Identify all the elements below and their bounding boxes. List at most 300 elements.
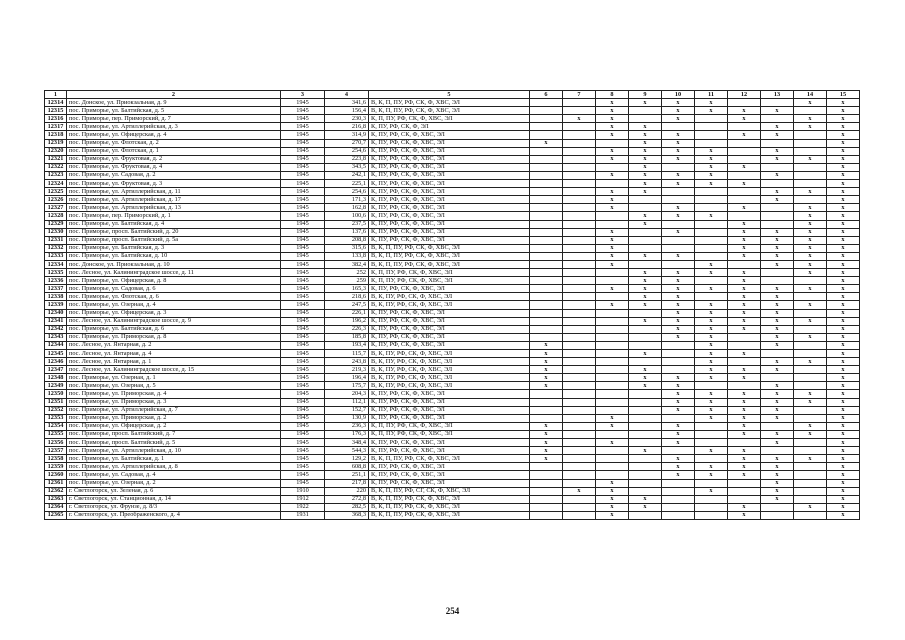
row-mark-col-15: x: [827, 374, 860, 382]
row-mark-col-9: x: [629, 447, 662, 455]
row-mark-col-6: [530, 503, 563, 511]
row-mark-col-13: x: [761, 260, 794, 268]
row-year: 1945: [281, 131, 325, 139]
row-mark-col-9: x: [629, 366, 662, 374]
row-mark-col-12: [728, 139, 761, 147]
row-mark-col-11: x: [695, 285, 728, 293]
row-mark-col-9: [629, 260, 662, 268]
row-mark-col-7: [563, 147, 596, 155]
row-mark-col-6: [530, 196, 563, 204]
row-systems: В, К, П, ПУ, РФ, СК, Ф, ХВС, ЭЛ: [369, 244, 530, 252]
row-address: пос. Приморье, ул. Офицерская, д. 8: [67, 277, 281, 285]
row-systems: К, ПУ, РФ, СК, Ф, ХВС, ЭЛ: [369, 447, 530, 455]
row-mark-col-10: x: [662, 285, 695, 293]
row-mark-col-7: [563, 430, 596, 438]
row-mark-col-6: [530, 309, 563, 317]
row-year: 1945: [281, 163, 325, 171]
row-mark-col-8: x: [596, 414, 629, 422]
row-mark-col-8: [596, 325, 629, 333]
row-mark-col-6: x: [530, 422, 563, 430]
row-mark-col-15: x: [827, 447, 860, 455]
row-area: 196,4: [325, 374, 369, 382]
row-address: г. Светлогорск, ул. Зеленая, д. 6: [67, 487, 281, 495]
row-mark-col-13: [761, 422, 794, 430]
row-mark-col-11: x: [695, 163, 728, 171]
row-mark-col-13: [761, 115, 794, 123]
row-systems: В, К, ПУ, РФ, СК, Ф, ХВС, ЭЛ: [369, 301, 530, 309]
row-area: 171,3: [325, 196, 369, 204]
row-mark-col-15: x: [827, 212, 860, 220]
row-mark-col-10: x: [662, 147, 695, 155]
row-mark-col-11: x: [695, 374, 728, 382]
row-year: 1945: [281, 171, 325, 179]
row-mark-col-8: x: [596, 260, 629, 268]
row-systems: В, К, П, ПУ, РФ, СК, Ф, ХВС, ЭЛ: [369, 503, 530, 511]
row-mark-col-10: [662, 479, 695, 487]
row-id: 12365: [45, 511, 67, 519]
row-systems: К, ПУ, РФ, СК, Ф, ХВС, ЭЛ: [369, 212, 530, 220]
row-mark-col-11: x: [695, 180, 728, 188]
row-address: пос. Приморье, ул. Артиллерийская, д. 17: [67, 196, 281, 204]
table-row: [45, 325, 860, 333]
row-id: 12316: [45, 115, 67, 123]
row-year: 1912: [281, 495, 325, 503]
row-mark-col-7: [563, 155, 596, 163]
row-systems: В, К, П, ПУ, РФ, СГ, СК, Ф, ХВС, ЭЛ: [369, 487, 530, 495]
col-header: 4: [325, 91, 369, 99]
row-mark-col-12: x: [728, 463, 761, 471]
row-mark-col-8: x: [596, 301, 629, 309]
row-address: пос. Приморье, ул. Озерная, д. 4: [67, 301, 281, 309]
row-mark-col-11: x: [695, 341, 728, 349]
table-row: [45, 220, 860, 228]
row-mark-col-8: x: [596, 99, 629, 107]
row-address: пос. Приморье, ул. Озерная, д. 2: [67, 479, 281, 487]
row-mark-col-11: x: [695, 269, 728, 277]
row-id: 12346: [45, 358, 67, 366]
row-mark-col-9: x: [629, 131, 662, 139]
row-id: 12359: [45, 463, 67, 471]
row-mark-col-10: [662, 196, 695, 204]
table-row: [45, 406, 860, 414]
table-row: [45, 503, 860, 511]
row-mark-col-6: [530, 277, 563, 285]
row-mark-col-6: [530, 487, 563, 495]
row-mark-col-8: x: [596, 503, 629, 511]
table-row: [45, 495, 860, 503]
row-id: 12349: [45, 382, 67, 390]
row-address: пос. Донское, ул. Приокзальная, д. 9: [67, 99, 281, 107]
row-mark-col-7: [563, 107, 596, 115]
row-mark-col-6: [530, 479, 563, 487]
col-header: 15: [827, 91, 860, 99]
row-mark-col-12: x: [728, 406, 761, 414]
row-mark-col-6: [530, 188, 563, 196]
row-id: 12339: [45, 301, 67, 309]
row-mark-col-9: [629, 430, 662, 438]
row-mark-col-9: x: [629, 495, 662, 503]
row-mark-col-12: x: [728, 244, 761, 252]
housing-register-table: [44, 90, 860, 520]
row-mark-col-9: x: [629, 301, 662, 309]
row-systems: В, К, ПУ, РФ, СК, Ф, ХВС, ЭЛ: [369, 358, 530, 366]
row-mark-col-10: x: [662, 269, 695, 277]
row-systems: В, К, П, ПУ, РФ, СК, Ф, ХВС, ЭЛ: [369, 252, 530, 260]
row-id: 12363: [45, 495, 67, 503]
row-mark-col-7: [563, 447, 596, 455]
col-header: 7: [563, 91, 596, 99]
row-id: 12321: [45, 155, 67, 163]
row-mark-col-15: x: [827, 260, 860, 268]
row-address: пос. Приморье, пер. Приморский, д. 7: [67, 115, 281, 123]
row-area: 218,6: [325, 293, 369, 301]
row-mark-col-11: x: [695, 301, 728, 309]
table-row: [45, 139, 860, 147]
row-mark-col-11: x: [695, 171, 728, 179]
row-mark-col-6: [530, 180, 563, 188]
col-header: 13: [761, 91, 794, 99]
table-row: [45, 463, 860, 471]
row-systems: К, ПУ, РФ, СК, Ф, ХВС, ЭЛ: [369, 317, 530, 325]
row-address: пос. Приморье, ул. Артиллерийская, д. 11: [67, 188, 281, 196]
row-mark-col-15: x: [827, 487, 860, 495]
row-year: 1945: [281, 301, 325, 309]
row-mark-col-12: x: [728, 269, 761, 277]
table-row: [45, 188, 860, 196]
row-mark-col-7: [563, 341, 596, 349]
table-row: [45, 422, 860, 430]
row-area: 242,1: [325, 171, 369, 179]
row-mark-col-6: [530, 115, 563, 123]
row-mark-col-7: [563, 471, 596, 479]
row-address: пос. Приморье, ул. Балтийская, д. 4: [67, 220, 281, 228]
row-mark-col-6: x: [530, 358, 563, 366]
table-row: [45, 317, 860, 325]
row-mark-col-11: x: [695, 487, 728, 495]
row-systems: К, ПУ, РФ, СК, Ф, ХВС, ЭЛ: [369, 196, 530, 204]
row-mark-col-12: [728, 495, 761, 503]
row-address: пос. Приморье, ул. Артиллерийская, д. 10: [67, 447, 281, 455]
row-mark-col-15: x: [827, 99, 860, 107]
row-mark-col-9: [629, 422, 662, 430]
row-mark-col-9: [629, 333, 662, 341]
row-mark-col-13: x: [761, 414, 794, 422]
row-id: 12335: [45, 269, 67, 277]
table-row: [45, 228, 860, 236]
row-address: г. Светлогорск, ул. Станционная, д. 14: [67, 495, 281, 503]
row-address: пос. Приморье, ул. Балтийская, д. 1: [67, 455, 281, 463]
row-mark-col-15: x: [827, 252, 860, 260]
table-row: [45, 180, 860, 188]
row-mark-col-11: x: [695, 350, 728, 358]
row-mark-col-11: x: [695, 366, 728, 374]
row-systems: В, К, П, ПУ, РФ, СК, Ф, ХВС, ЭЛ: [369, 99, 530, 107]
row-area: 343,5: [325, 163, 369, 171]
row-year: 1945: [281, 317, 325, 325]
row-systems: К, ПУ, РФ, СК, Ф, ХВС, ЭЛ: [369, 139, 530, 147]
table-row: [45, 333, 860, 341]
row-mark-col-6: [530, 463, 563, 471]
row-year: 1945: [281, 374, 325, 382]
row-mark-col-13: x: [761, 293, 794, 301]
row-id: 12362: [45, 487, 67, 495]
row-mark-col-12: [728, 333, 761, 341]
row-id: 12333: [45, 252, 67, 260]
row-mark-col-11: [695, 455, 728, 463]
row-mark-col-15: x: [827, 495, 860, 503]
row-mark-col-11: [695, 511, 728, 519]
table-row: [45, 398, 860, 406]
row-mark-col-7: [563, 406, 596, 414]
table-row: [45, 131, 860, 139]
row-mark-col-15: x: [827, 115, 860, 123]
row-mark-col-6: x: [530, 350, 563, 358]
row-mark-col-15: x: [827, 439, 860, 447]
row-mark-col-10: [662, 503, 695, 511]
row-id: 12353: [45, 414, 67, 422]
row-year: 1945: [281, 439, 325, 447]
row-area: 130,9: [325, 414, 369, 422]
row-mark-col-9: x: [629, 220, 662, 228]
row-mark-col-10: x: [662, 325, 695, 333]
row-mark-col-11: x: [695, 398, 728, 406]
row-mark-col-11: [695, 115, 728, 123]
row-mark-col-10: x: [662, 180, 695, 188]
row-mark-col-11: [695, 139, 728, 147]
row-area: 176,3: [325, 430, 369, 438]
row-systems: К, ПУ, РФ, СК, Ф, ХВС, ЭЛ: [369, 390, 530, 398]
table-row: [45, 155, 860, 163]
row-mark-col-6: [530, 317, 563, 325]
row-year: 1945: [281, 341, 325, 349]
row-systems: К, ПУ, РФ, СК, Ф, ХВС, ЭЛ: [369, 341, 530, 349]
row-area: 217,8: [325, 479, 369, 487]
row-area: 226,3: [325, 325, 369, 333]
table-body: [45, 99, 860, 520]
row-mark-col-8: [596, 220, 629, 228]
row-mark-col-14: x: [794, 115, 827, 123]
row-systems: К, ПУ, РФ, СК, Ф, ХВС, ЭЛ: [369, 171, 530, 179]
row-mark-col-9: x: [629, 180, 662, 188]
row-mark-col-15: x: [827, 511, 860, 519]
row-mark-col-7: x: [563, 487, 596, 495]
row-mark-col-13: x: [761, 471, 794, 479]
row-mark-col-6: [530, 147, 563, 155]
row-mark-col-13: x: [761, 309, 794, 317]
row-mark-col-12: x: [728, 301, 761, 309]
row-address: пос. Приморье, ул. Артиллерийская, д. 7: [67, 406, 281, 414]
row-id: 12324: [45, 180, 67, 188]
row-mark-col-14: x: [794, 358, 827, 366]
row-mark-col-7: [563, 196, 596, 204]
row-mark-col-9: [629, 228, 662, 236]
row-mark-col-6: [530, 107, 563, 115]
row-mark-col-15: x: [827, 147, 860, 155]
row-address: пос. Приморье, просп. Балтийский, д. 7: [67, 430, 281, 438]
row-mark-col-7: [563, 350, 596, 358]
row-mark-col-7: [563, 180, 596, 188]
row-id: 12357: [45, 447, 67, 455]
row-area: 137,6: [325, 228, 369, 236]
row-area: 115,7: [325, 350, 369, 358]
row-id: 12345: [45, 350, 67, 358]
row-id: 12334: [45, 260, 67, 268]
row-address: пос. Приморье, ул. Фруктовая, д. 3: [67, 180, 281, 188]
row-address: г. Светлогорск, ул. Преображенского, д. 4: [67, 511, 281, 519]
row-mark-col-10: [662, 236, 695, 244]
row-mark-col-11: x: [695, 155, 728, 163]
row-mark-col-6: x: [530, 139, 563, 147]
row-mark-col-10: x: [662, 317, 695, 325]
row-area: 315,6: [325, 244, 369, 252]
row-mark-col-11: x: [695, 325, 728, 333]
row-mark-col-13: [761, 180, 794, 188]
row-year: 1945: [281, 309, 325, 317]
col-header: 11: [695, 91, 728, 99]
row-year: 1945: [281, 252, 325, 260]
row-systems: К, П, ПУ, РФ, СК, Ф, ХВС, ЭЛ: [369, 430, 530, 438]
row-systems: К, ПУ, РФ, СК, Ф, ХВС, ЭЛ: [369, 285, 530, 293]
row-mark-col-10: x: [662, 301, 695, 309]
row-year: 1945: [281, 455, 325, 463]
row-mark-col-12: x: [728, 204, 761, 212]
row-mark-col-15: x: [827, 155, 860, 163]
row-address: пос. Приморье, ул. Приморская, д. 3: [67, 398, 281, 406]
table-row: [45, 236, 860, 244]
row-systems: В, К, П, ПУ, РФ, СК, Ф, ХВС, ЭЛ: [369, 455, 530, 463]
row-id: 12354: [45, 422, 67, 430]
row-mark-col-7: [563, 309, 596, 317]
row-mark-col-15: x: [827, 196, 860, 204]
row-id: 12332: [45, 244, 67, 252]
table-row: [45, 163, 860, 171]
row-address: пос. Приморье, ул. Балтийская, д. 10: [67, 252, 281, 260]
row-mark-col-8: x: [596, 188, 629, 196]
row-mark-col-14: [794, 495, 827, 503]
row-area: 185,8: [325, 333, 369, 341]
row-mark-col-7: [563, 244, 596, 252]
row-mark-col-9: [629, 341, 662, 349]
row-mark-col-6: [530, 511, 563, 519]
row-mark-col-7: [563, 212, 596, 220]
row-mark-col-15: x: [827, 228, 860, 236]
row-area: 230,3: [325, 115, 369, 123]
row-mark-col-8: x: [596, 422, 629, 430]
row-year: 1945: [281, 390, 325, 398]
row-area: 608,8: [325, 463, 369, 471]
row-mark-col-12: [728, 196, 761, 204]
row-systems: К, ПУ, РФ, СК, Ф, ХВС, ЭЛ: [369, 479, 530, 487]
row-mark-col-11: x: [695, 447, 728, 455]
row-mark-col-14: [794, 196, 827, 204]
row-mark-col-11: [695, 422, 728, 430]
row-mark-col-8: x: [596, 244, 629, 252]
row-mark-col-14: [794, 277, 827, 285]
row-mark-col-11: [695, 123, 728, 131]
row-id: 12342: [45, 325, 67, 333]
row-mark-col-13: x: [761, 107, 794, 115]
table-row: [45, 260, 860, 268]
row-area: 223,8: [325, 155, 369, 163]
row-mark-col-10: [662, 123, 695, 131]
row-area: 204,3: [325, 390, 369, 398]
row-mark-col-10: x: [662, 252, 695, 260]
row-id: 12330: [45, 228, 67, 236]
row-mark-col-10: [662, 220, 695, 228]
row-mark-col-8: x: [596, 285, 629, 293]
row-mark-col-12: x: [728, 350, 761, 358]
row-mark-col-14: x: [794, 155, 827, 163]
row-mark-col-12: x: [728, 390, 761, 398]
row-systems: К, ПУ, РФ, СК, Ф, ХВС, ЭЛ: [369, 180, 530, 188]
row-mark-col-7: [563, 139, 596, 147]
row-mark-col-8: [596, 163, 629, 171]
row-mark-col-15: x: [827, 358, 860, 366]
row-mark-col-13: x: [761, 228, 794, 236]
row-address: пос. Лесное, ул. Калининградское шоссе, д. 15: [67, 366, 281, 374]
row-mark-col-9: [629, 309, 662, 317]
row-mark-col-9: [629, 115, 662, 123]
row-systems: К, ПУ, РФ, СК, Ф, ХВС, ЭЛ: [369, 188, 530, 196]
row-mark-col-6: [530, 406, 563, 414]
row-mark-col-7: [563, 252, 596, 260]
row-mark-col-14: [794, 479, 827, 487]
row-mark-col-9: x: [629, 277, 662, 285]
row-mark-col-15: x: [827, 236, 860, 244]
row-mark-col-13: [761, 204, 794, 212]
row-mark-col-12: [728, 382, 761, 390]
row-mark-col-6: [530, 228, 563, 236]
row-address: пос. Приморье, ул. Балтийская, д. 5: [67, 107, 281, 115]
col-header: 8: [596, 91, 629, 99]
row-address: пос. Приморье, ул. Садовая, д. 4: [67, 471, 281, 479]
row-mark-col-9: [629, 439, 662, 447]
row-mark-col-12: [728, 155, 761, 163]
row-mark-col-12: [728, 188, 761, 196]
row-address: пос. Приморье, просп. Балтийский, д. 5: [67, 439, 281, 447]
row-mark-col-9: [629, 414, 662, 422]
row-area: 156,4: [325, 107, 369, 115]
row-area: 162,8: [325, 204, 369, 212]
table-row: [45, 358, 860, 366]
row-mark-col-15: x: [827, 430, 860, 438]
row-mark-col-13: x: [761, 196, 794, 204]
row-mark-col-14: [794, 131, 827, 139]
row-mark-col-12: [728, 171, 761, 179]
row-mark-col-10: x: [662, 171, 695, 179]
row-mark-col-9: [629, 236, 662, 244]
row-mark-col-10: x: [662, 455, 695, 463]
row-mark-col-14: [794, 325, 827, 333]
row-mark-col-9: [629, 204, 662, 212]
row-systems: К, ПУ, РФ, СК, Ф, ХВС, ЭЛ: [369, 398, 530, 406]
row-mark-col-13: [761, 511, 794, 519]
row-mark-col-9: [629, 390, 662, 398]
row-id: 12315: [45, 107, 67, 115]
row-mark-col-9: [629, 455, 662, 463]
row-address: пос. Лесное, ул. Янтарная, д. 2: [67, 341, 281, 349]
row-mark-col-9: x: [629, 503, 662, 511]
row-mark-col-15: x: [827, 317, 860, 325]
table-row: [45, 390, 860, 398]
row-mark-col-8: x: [596, 228, 629, 236]
row-id: 12331: [45, 236, 67, 244]
row-mark-col-9: [629, 463, 662, 471]
row-systems: В, К, ПУ, РФ, СК, Ф, ХВС, ЭЛ: [369, 366, 530, 374]
row-mark-col-10: [662, 260, 695, 268]
row-mark-col-12: x: [728, 455, 761, 463]
row-mark-col-11: [695, 382, 728, 390]
